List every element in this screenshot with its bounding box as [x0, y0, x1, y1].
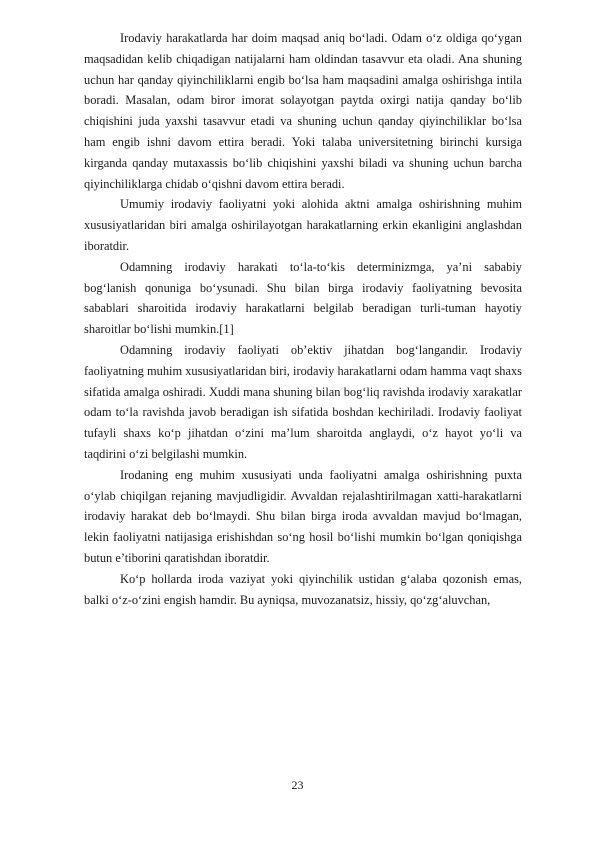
paragraph-3: Odamning irodaviy harakati to‘la-to‘kis determinizmga, ya’ni sababiy bog‘lanish qonuniga bo‘ysunadi. Shu bilan birga irodaviy faoliyatning bevosita sabablari sharoitida irodaviy harakatlarni belgilab beradigan turli-tuman hayotiy sharoitlar bo‘lishi mumkin.[1] [84, 259, 522, 337]
paragraph-6: Ko‘p hollarda iroda vaziyat yoki qiyinchilik ustidan g‘alaba qozonish emas, balki o‘z-o‘zini engish hamdir. Bu ayniqsa, muvozanatsiz, hissiy, qo‘zg‘aluvchan, [84, 571, 522, 607]
page-number: 23 [291, 778, 304, 792]
paragraph-5: Irodaning eng muhim xususiyati unda faoliyatni amalga oshirishning puxta o‘ylab chiqilgan rejaning mavjudligidir. Avvaldan rejalashtirilmagan xatti-harakatlarni irodaviy harakat deb bo‘lmaydi. Shu bilan birga iroda avvaldan mavjud bo‘lmagan, lekin faoliyatni natijasiga erishishdan so‘ng hosil bo‘lishi mumkin bo‘lgan qoniqishga butun e’tiborini qaratishdan iboratdir. [84, 467, 522, 565]
paragraph-4: Odamning irodaviy faoliyati ob’ektiv jihatdan bog‘langandir. Irodaviy faoliyatning muhim xususiyatlaridan biri, irodaviy harakatlarni odam hamma vaqt shaxs sifatida amalga oshiradi. Xuddi mana shuning bilan bog‘liq ravishda irodaviy xarakatlar odam to‘la ravishda javob beradigan ish sifatida boshdan kechiriladi. Irodaviy faoliyat tufayli shaxs ko‘p jihatdan o‘zini ma’lum sharoitda anglaydi, o‘z hayot yo‘li va taqdirini o‘zi belgilashi mumkin. [84, 342, 522, 461]
document-page [84, 28, 522, 610]
paragraph-2: Umumiy irodaviy faoliyatni yoki alohida aktni amalga oshirishning muhim xususiyatlaridan biri amalga oshirilayotgan harakatlarning erkin ekanligini anglashdan iboratdir. [84, 197, 522, 253]
paragraph-1: Irodaviy harakatlarda har doim maqsad aniq bo‘ladi. Odam o‘z oldiga qo‘ygan maqsadidan kelib chiqadigan natijalarni ham oldindan tasavvur eta oladi. Ana shuning uchun har qanday qiyinchiliklarni engib bo‘lsa ham maqsadini amalga oshirishga intila boradi. Masalan, odam biror imorat solayotgan paytda oxirgi natija qanday bo‘lib chiqishini juda yaxshi tasavvur etadi va shuning uchun qanday qiyinchiliklar bo‘lsa ham engib ishni davom ettira beradi. Yoki talaba universitetning birinchi kursiga kirganda qanday mutaxassis bo‘lib chiqishini yaxshi biladi va shuning uchun barcha qiyinchiliklarga chidab o‘qishni davom ettira beradi. [84, 31, 522, 191]
